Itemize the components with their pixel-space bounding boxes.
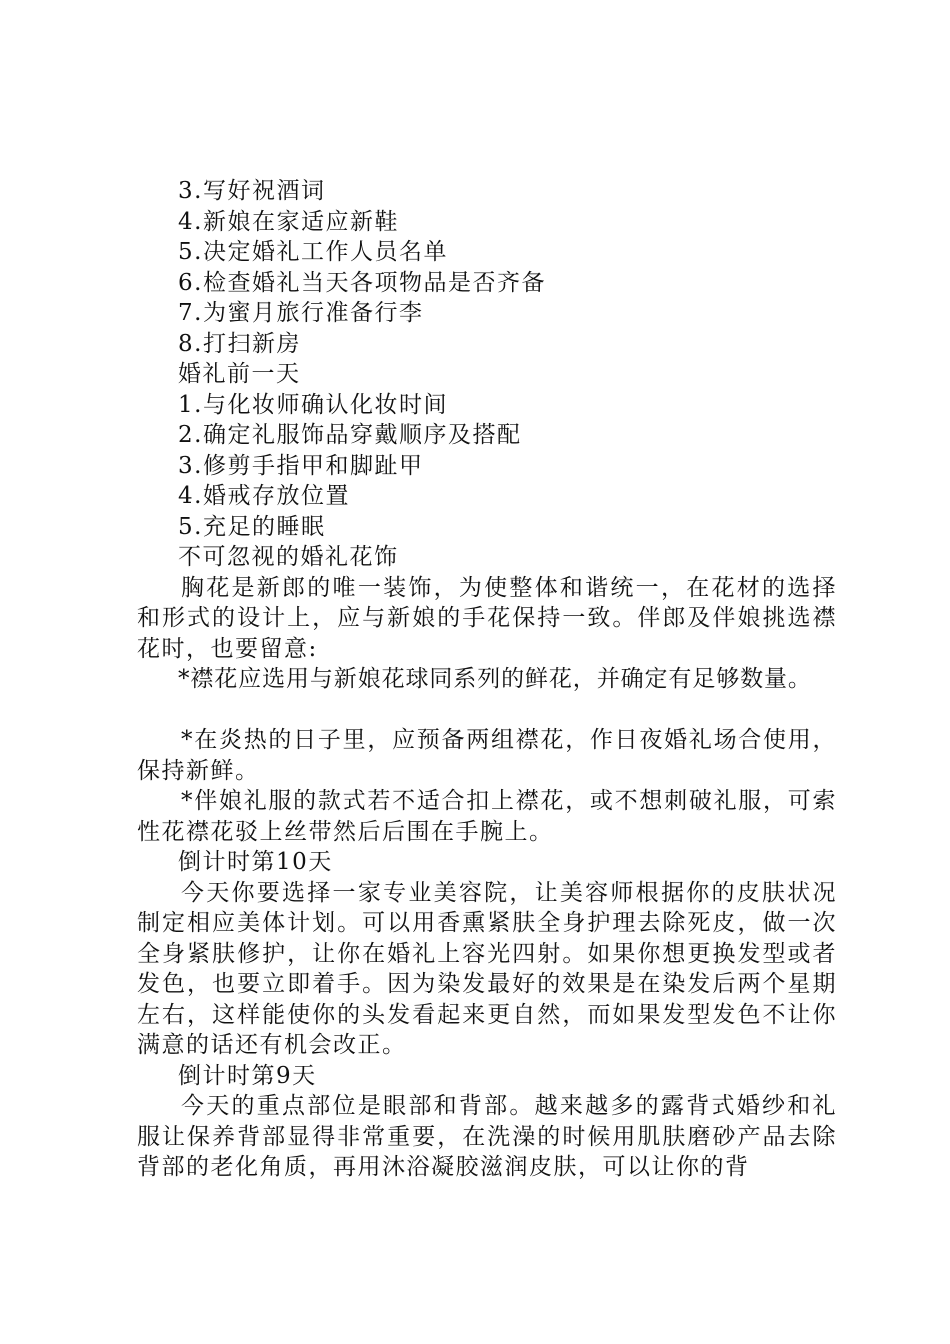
document-body <box>137 176 837 1183</box>
list-item: 3.写好祝酒词 <box>178 178 326 204</box>
list-item: 2.确定礼服饰品穿戴顺序及搭配 <box>178 422 522 448</box>
list-item: 3.修剪手指甲和脚趾甲 <box>178 452 424 479</box>
bullet-item: *在炎热的日子里，应预备两组襟花，作日夜婚礼场合使用，保持新鲜。 <box>137 727 837 784</box>
section-heading-day9: 倒计时第9天 <box>178 1062 317 1089</box>
list-item: 1.与化妆师确认化妆时间 <box>178 391 448 418</box>
list-item: 7.为蜜月旅行准备行李 <box>178 300 424 326</box>
blank-line <box>137 695 837 726</box>
list-item: 5.决定婚礼工作人员名单 <box>178 239 448 265</box>
section-heading-day10: 倒计时第10天 <box>178 849 333 875</box>
section-heading-day-before: 婚礼前一天 <box>178 361 301 387</box>
bullet-item: *襟花应选用与新娘花球同系列的鲜花，并确定有足够数量。 <box>178 666 812 692</box>
section-heading-flowers: 不可忽视的婚礼花饰 <box>178 544 399 570</box>
paragraph-flowers: 胸花是新郎的唯一装饰，为使整体和谐统一，在花材的选择和形式的设计上，应与新娘的手花保持一致。伴郎及伴娘挑选襟花时，也要留意: <box>137 574 837 662</box>
list-item: 4.婚戒存放位置 <box>178 483 350 509</box>
list-item: 5.充足的睡眠 <box>178 513 326 540</box>
paragraph-day10: 今天你要选择一家专业美容院，让美容师根据你的皮肤状况制定相应美体计划。可以用香熏紧肤全身护理去除死皮，做一次全身紧肤修护，让你在婚礼上容光四射。如果你想更换发型或者发色，也要立即着手。因为染发最好的效果是在染发后两个星期左右，这样能使你的头发看起来更自然，而如果发型发色不让你满意的话还有机会改正。 <box>137 879 837 1058</box>
paragraph-day9: 今天的重点部位是眼部和背部。越来越多的露背式婚纱和礼服让保养背部显得非常重要，在洗澡的时候用肌肤磨砂产品去除背部的老化角质，再用沐浴凝胶滋润皮肤，可以让你的背 <box>137 1093 837 1180</box>
list-item: 6.检查婚礼当天各项物品是否齐备 <box>178 269 546 296</box>
bullet-item: *伴娘礼服的款式若不适合扣上襟花，或不想刺破礼服，可索性花襟花驳上丝带然后后围在手腕上。 <box>137 788 837 845</box>
list-item: 4.新娘在家适应新鞋 <box>178 208 399 235</box>
list-item: 8.打扫新房 <box>178 330 301 357</box>
